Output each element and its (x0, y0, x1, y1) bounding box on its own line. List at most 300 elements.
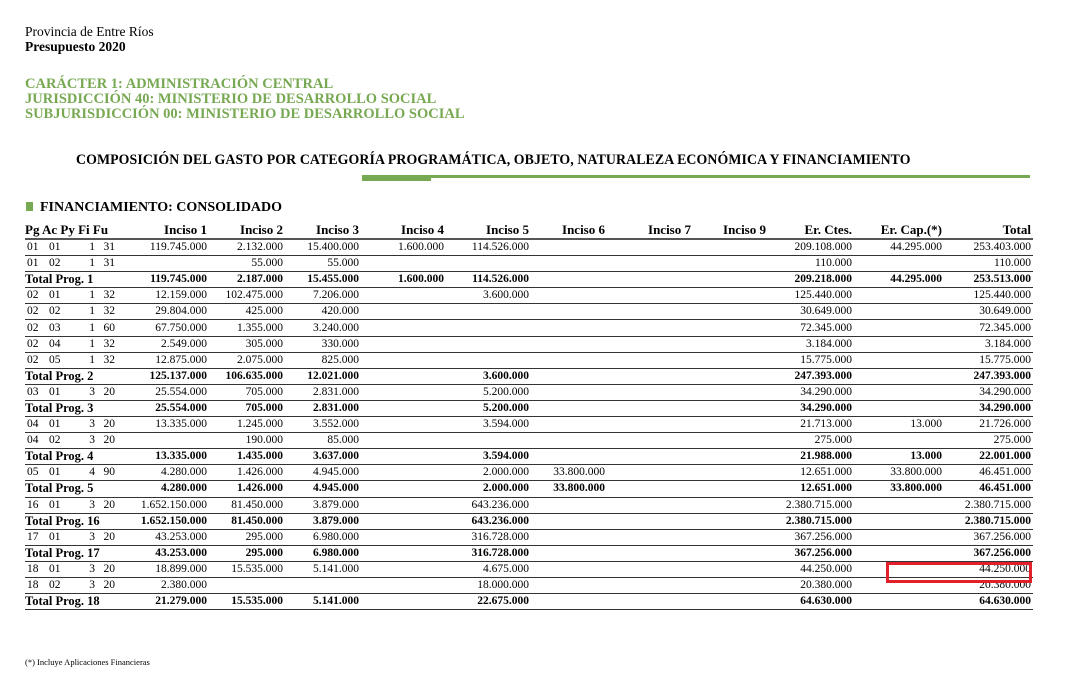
cell-inciso-9 (693, 513, 768, 529)
cell-inciso-9 (693, 239, 768, 256)
code-pg: 17 (27, 530, 39, 543)
cell-total: 64.630.000 (944, 594, 1033, 610)
table-row (25, 465, 1033, 481)
code-pg: 02 (27, 321, 39, 334)
footnote: (*) Incluye Aplicaciones Financieras (25, 657, 150, 667)
cell-inciso-2: 2.075.000 (209, 352, 285, 368)
cell-inciso-4 (361, 449, 446, 465)
code-fi: 1 (89, 241, 95, 254)
cell-er-cap (854, 368, 944, 384)
cell-inciso-7 (607, 256, 693, 272)
column-header: Inciso 1 (133, 222, 209, 239)
cell-inciso-2: 15.535.000 (209, 594, 285, 610)
code-pg: 02 (27, 305, 39, 318)
cell-er-cap: 44.295.000 (854, 239, 944, 256)
cell-inciso-9 (693, 561, 768, 577)
cell-er-ctes: 209.108.000 (768, 239, 854, 256)
cell-inciso-6 (531, 272, 607, 288)
cell-inciso-3: 15.455.000 (285, 272, 361, 288)
total-label: Total Prog. 2 (25, 368, 133, 384)
cell-inciso-1: 43.253.000 (133, 529, 209, 545)
cell-inciso-6 (531, 545, 607, 561)
cell-inciso-6 (531, 288, 607, 304)
cell-inciso-5: 643.236.000 (446, 513, 531, 529)
cell-inciso-1: 21.279.000 (133, 594, 209, 610)
cell-inciso-4 (361, 336, 446, 352)
cell-er-cap (854, 288, 944, 304)
cell-inciso-3: 3.879.000 (285, 497, 361, 513)
cell-inciso-6 (531, 513, 607, 529)
cell-inciso-4 (361, 561, 446, 577)
cell-total: 46.451.000 (944, 481, 1033, 497)
cell-inciso-7 (607, 481, 693, 497)
page-title: COMPOSICIÓN DEL GASTO POR CATEGORÍA PROGRAMÁTICA, OBJETO, NATURALEZA ECONÓMICA Y FINANCIAMIENTO (76, 152, 911, 168)
cell-inciso-1 (133, 256, 209, 272)
cell-inciso-6 (531, 239, 607, 256)
cell-inciso-1: 43.253.000 (133, 545, 209, 561)
code-ac: 02 (49, 579, 61, 592)
cell-inciso-1: 13.335.000 (133, 417, 209, 433)
cell-er-ctes: 64.630.000 (768, 594, 854, 610)
cell-inciso-2: 1.245.000 (209, 417, 285, 433)
code-pg: 05 (27, 466, 39, 479)
cell-inciso-4 (361, 513, 446, 529)
code-ac: 05 (49, 353, 61, 366)
code-fu: 31 (103, 241, 115, 254)
cell-inciso-7 (607, 594, 693, 610)
cell-inciso-7 (607, 239, 693, 256)
cell-total: 125.440.000 (944, 288, 1033, 304)
cell-inciso-5: 22.675.000 (446, 594, 531, 610)
cell-inciso-5: 3.594.000 (446, 417, 531, 433)
cell-inciso-7 (607, 304, 693, 320)
cell-er-ctes: 21.988.000 (768, 449, 854, 465)
cell-inciso-2: 1.426.000 (209, 465, 285, 481)
cell-inciso-7 (607, 336, 693, 352)
cell-inciso-9 (693, 481, 768, 497)
cell-inciso-1: 119.745.000 (133, 239, 209, 256)
cell-inciso-5: 5.200.000 (446, 384, 531, 400)
cell-inciso-1: 2.549.000 (133, 336, 209, 352)
code-fu: 20 (103, 579, 115, 592)
cell-er-cap: 33.800.000 (854, 481, 944, 497)
column-header: Total (944, 222, 1033, 239)
cell-total: 2.380.715.000 (944, 513, 1033, 529)
program-codes (25, 561, 133, 577)
cell-inciso-4 (361, 577, 446, 593)
cell-er-ctes: 34.290.000 (768, 400, 854, 416)
code-ac: 01 (49, 530, 61, 543)
cell-er-cap (854, 352, 944, 368)
cell-inciso-1: 4.280.000 (133, 465, 209, 481)
cell-er-ctes: 367.256.000 (768, 529, 854, 545)
code-header: Pg Ac Py Fi Fu (25, 222, 133, 239)
cell-inciso-4 (361, 304, 446, 320)
cell-inciso-9 (693, 336, 768, 352)
code-fi: 3 (89, 579, 95, 592)
cell-inciso-3: 15.400.000 (285, 239, 361, 256)
cell-inciso-3: 12.021.000 (285, 368, 361, 384)
cell-inciso-3: 5.141.000 (285, 594, 361, 610)
program-codes (25, 465, 133, 481)
cell-inciso-5 (446, 433, 531, 449)
code-pg: 04 (27, 418, 39, 431)
budget-table (25, 222, 1033, 610)
cell-inciso-7 (607, 400, 693, 416)
cell-total: 30.649.000 (944, 304, 1033, 320)
cell-inciso-4 (361, 433, 446, 449)
table-row (25, 256, 1033, 272)
cell-inciso-1: 4.280.000 (133, 481, 209, 497)
table-row (25, 417, 1033, 433)
cell-inciso-9 (693, 529, 768, 545)
cell-er-ctes: 125.440.000 (768, 288, 854, 304)
cell-inciso-3: 6.980.000 (285, 545, 361, 561)
cell-inciso-1: 1.652.150.000 (133, 513, 209, 529)
cell-total: 34.290.000 (944, 400, 1033, 416)
cell-er-cap (854, 384, 944, 400)
cell-inciso-4 (361, 594, 446, 610)
cell-inciso-2: 81.450.000 (209, 497, 285, 513)
cell-total: 110.000 (944, 256, 1033, 272)
program-codes (25, 288, 133, 304)
cell-inciso-4 (361, 545, 446, 561)
cell-inciso-4 (361, 384, 446, 400)
cell-inciso-6 (531, 400, 607, 416)
cell-inciso-6 (531, 336, 607, 352)
cell-inciso-5: 5.200.000 (446, 400, 531, 416)
column-header: Inciso 6 (531, 222, 607, 239)
code-fi: 3 (89, 385, 95, 398)
code-ac: 01 (49, 289, 61, 302)
code-fu: 20 (103, 385, 115, 398)
column-header: Inciso 7 (607, 222, 693, 239)
code-ac: 02 (49, 257, 61, 270)
cell-inciso-9 (693, 545, 768, 561)
cell-inciso-1: 25.554.000 (133, 400, 209, 416)
cell-total: 34.290.000 (944, 384, 1033, 400)
program-codes (25, 529, 133, 545)
cell-inciso-2: 705.000 (209, 384, 285, 400)
cell-inciso-7 (607, 320, 693, 336)
column-header: Inciso 4 (361, 222, 446, 239)
code-ac: 01 (49, 562, 61, 575)
cell-inciso-7 (607, 465, 693, 481)
cell-total: 247.393.000 (944, 368, 1033, 384)
table-row (25, 497, 1033, 513)
code-pg: 01 (27, 257, 39, 270)
code-fu: 20 (103, 498, 115, 511)
table-row (25, 320, 1033, 336)
cell-inciso-6 (531, 304, 607, 320)
cell-inciso-9 (693, 465, 768, 481)
program-codes (25, 256, 133, 272)
code-pg: 18 (27, 562, 39, 575)
cell-inciso-5: 316.728.000 (446, 545, 531, 561)
cell-er-ctes: 30.649.000 (768, 304, 854, 320)
cell-inciso-1: 1.652.150.000 (133, 497, 209, 513)
cell-inciso-7 (607, 417, 693, 433)
cell-total: 2.380.715.000 (944, 497, 1033, 513)
program-codes (25, 577, 133, 593)
cell-er-cap (854, 513, 944, 529)
cell-er-ctes: 20.380.000 (768, 577, 854, 593)
cell-inciso-1: 29.804.000 (133, 304, 209, 320)
cell-inciso-7 (607, 577, 693, 593)
column-header: Inciso 9 (693, 222, 768, 239)
cell-inciso-5: 316.728.000 (446, 529, 531, 545)
program-codes (25, 304, 133, 320)
code-fi: 3 (89, 434, 95, 447)
cell-inciso-4 (361, 481, 446, 497)
cell-inciso-6 (531, 368, 607, 384)
cell-inciso-5: 643.236.000 (446, 497, 531, 513)
column-header: Inciso 5 (446, 222, 531, 239)
cell-er-ctes: 12.651.000 (768, 465, 854, 481)
cell-inciso-2: 1.355.000 (209, 320, 285, 336)
cell-inciso-9 (693, 400, 768, 416)
table-row (25, 529, 1033, 545)
cell-inciso-3: 55.000 (285, 256, 361, 272)
total-row (25, 272, 1033, 288)
cell-inciso-3: 2.831.000 (285, 384, 361, 400)
program-codes (25, 336, 133, 352)
cell-inciso-9 (693, 288, 768, 304)
cell-inciso-9 (693, 352, 768, 368)
cell-total: 46.451.000 (944, 465, 1033, 481)
code-fu: 20 (103, 530, 115, 543)
cell-inciso-6 (531, 497, 607, 513)
province-name: Provincia de Entre Ríos (25, 24, 154, 39)
cell-inciso-3: 3.240.000 (285, 320, 361, 336)
cell-inciso-6 (531, 384, 607, 400)
column-header: Er. Ctes. (768, 222, 854, 239)
code-fi: 1 (89, 289, 95, 302)
cell-inciso-9 (693, 304, 768, 320)
code-fu: 32 (103, 353, 115, 366)
cell-er-cap (854, 545, 944, 561)
code-fi: 1 (89, 337, 95, 350)
code-fi: 1 (89, 257, 95, 270)
cell-inciso-4 (361, 465, 446, 481)
cell-inciso-2: 81.450.000 (209, 513, 285, 529)
cell-inciso-9 (693, 433, 768, 449)
code-fu: 60 (103, 321, 115, 334)
cell-inciso-2 (209, 577, 285, 593)
cell-inciso-3: 825.000 (285, 352, 361, 368)
cell-total: 22.001.000 (944, 449, 1033, 465)
code-pg: 04 (27, 434, 39, 447)
cell-er-cap (854, 256, 944, 272)
cell-inciso-9 (693, 449, 768, 465)
total-label: Total Prog. 1 (25, 272, 133, 288)
code-ac: 01 (49, 385, 61, 398)
cell-inciso-6 (531, 352, 607, 368)
total-row (25, 481, 1033, 497)
table-row (25, 336, 1033, 352)
cell-inciso-6 (531, 529, 607, 545)
cell-er-cap (854, 320, 944, 336)
financing-heading (26, 200, 282, 216)
cell-er-cap (854, 304, 944, 320)
code-fi: 1 (89, 305, 95, 318)
jurisdiccion-line: JURISDICCIÓN 40: MINISTERIO DE DESARROLLO SOCIAL (25, 91, 437, 107)
cell-inciso-7 (607, 497, 693, 513)
code-fi: 4 (89, 466, 95, 479)
cell-inciso-4 (361, 368, 446, 384)
cell-inciso-9 (693, 497, 768, 513)
cell-inciso-5 (446, 352, 531, 368)
column-header: Er. Cap.(*) (854, 222, 944, 239)
code-ac: 01 (49, 241, 61, 254)
table-row (25, 561, 1033, 577)
cell-inciso-2: 106.635.000 (209, 368, 285, 384)
cell-er-ctes: 15.775.000 (768, 352, 854, 368)
cell-inciso-3: 330.000 (285, 336, 361, 352)
cell-inciso-5 (446, 336, 531, 352)
program-codes (25, 320, 133, 336)
program-codes (25, 433, 133, 449)
cell-er-cap (854, 497, 944, 513)
cell-inciso-2: 1.426.000 (209, 481, 285, 497)
code-pg: 16 (27, 498, 39, 511)
cell-inciso-4 (361, 400, 446, 416)
code-ac: 04 (49, 337, 61, 350)
cell-inciso-4: 1.600.000 (361, 239, 446, 256)
cell-total: 253.513.000 (944, 272, 1033, 288)
classification-block (25, 77, 465, 122)
cell-inciso-6: 33.800.000 (531, 481, 607, 497)
cell-inciso-1: 13.335.000 (133, 449, 209, 465)
code-pg: 03 (27, 385, 39, 398)
cell-inciso-2: 2.132.000 (209, 239, 285, 256)
cell-inciso-1: 12.875.000 (133, 352, 209, 368)
cell-inciso-2: 190.000 (209, 433, 285, 449)
column-header: Inciso 2 (209, 222, 285, 239)
total-row (25, 594, 1033, 610)
cell-total: 3.184.000 (944, 336, 1033, 352)
code-fu: 20 (103, 434, 115, 447)
cell-er-ctes: 209.218.000 (768, 272, 854, 288)
total-label: Total Prog. 18 (25, 594, 133, 610)
cell-inciso-7 (607, 529, 693, 545)
cell-total: 253.403.000 (944, 239, 1033, 256)
financing-heading-label: FINANCIAMIENTO: CONSOLIDADO (40, 200, 283, 215)
code-ac: 01 (49, 466, 61, 479)
cell-inciso-5: 114.526.000 (446, 272, 531, 288)
cell-er-ctes: 247.393.000 (768, 368, 854, 384)
table-row (25, 577, 1033, 593)
cell-inciso-4 (361, 320, 446, 336)
cell-inciso-2: 295.000 (209, 545, 285, 561)
cell-inciso-3: 2.831.000 (285, 400, 361, 416)
cell-inciso-1: 67.750.000 (133, 320, 209, 336)
total-label: Total Prog. 3 (25, 400, 133, 416)
cell-total: 275.000 (944, 433, 1033, 449)
table-row (25, 384, 1033, 400)
table-row (25, 352, 1033, 368)
cell-inciso-5 (446, 320, 531, 336)
cell-inciso-2: 102.475.000 (209, 288, 285, 304)
code-fi: 1 (89, 321, 95, 334)
code-fu: 32 (103, 305, 115, 318)
cell-inciso-7 (607, 449, 693, 465)
cell-inciso-5: 3.594.000 (446, 449, 531, 465)
cell-inciso-6 (531, 594, 607, 610)
cell-inciso-5: 114.526.000 (446, 239, 531, 256)
cell-inciso-7 (607, 288, 693, 304)
cell-inciso-6 (531, 433, 607, 449)
cell-total: 44.250.000 (944, 561, 1033, 577)
cell-inciso-6: 33.800.000 (531, 465, 607, 481)
cell-er-ctes: 2.380.715.000 (768, 497, 854, 513)
total-row (25, 545, 1033, 561)
cell-er-cap (854, 336, 944, 352)
cell-inciso-1: 12.159.000 (133, 288, 209, 304)
cell-total: 20.380.000 (944, 577, 1033, 593)
cell-inciso-3: 4.945.000 (285, 481, 361, 497)
cell-inciso-1: 119.745.000 (133, 272, 209, 288)
code-ac: 01 (49, 498, 61, 511)
code-fu: 20 (103, 418, 115, 431)
cell-er-cap (854, 577, 944, 593)
cell-total: 72.345.000 (944, 320, 1033, 336)
code-ac: 01 (49, 418, 61, 431)
cell-er-ctes: 110.000 (768, 256, 854, 272)
cell-inciso-9 (693, 320, 768, 336)
cell-inciso-5: 2.000.000 (446, 481, 531, 497)
code-fu: 32 (103, 289, 115, 302)
square-bullet-icon (26, 202, 33, 211)
cell-inciso-1 (133, 433, 209, 449)
code-fu: 32 (103, 337, 115, 350)
cell-inciso-9 (693, 417, 768, 433)
cell-total: 15.775.000 (944, 352, 1033, 368)
title-underline (362, 175, 1030, 178)
cell-inciso-7 (607, 272, 693, 288)
cell-er-cap: 13.000 (854, 417, 944, 433)
subjurisdiccion-line: SUBJURISDICCIÓN 00: MINISTERIO DE DESARROLLO SOCIAL (25, 106, 465, 122)
code-fi: 3 (89, 530, 95, 543)
cell-er-cap: 13.000 (854, 449, 944, 465)
cell-inciso-2: 305.000 (209, 336, 285, 352)
cell-inciso-3: 3.552.000 (285, 417, 361, 433)
cell-inciso-3: 85.000 (285, 433, 361, 449)
cell-inciso-1: 2.380.000 (133, 577, 209, 593)
cell-inciso-5: 2.000.000 (446, 465, 531, 481)
budget-year: Presupuesto 2020 (25, 39, 126, 54)
cell-inciso-3: 5.141.000 (285, 561, 361, 577)
cell-inciso-1: 25.554.000 (133, 384, 209, 400)
column-header: Inciso 3 (285, 222, 361, 239)
cell-er-ctes: 367.256.000 (768, 545, 854, 561)
program-codes (25, 384, 133, 400)
total-row (25, 449, 1033, 465)
cell-inciso-4 (361, 352, 446, 368)
cell-inciso-2: 705.000 (209, 400, 285, 416)
cell-inciso-7 (607, 545, 693, 561)
code-pg: 02 (27, 289, 39, 302)
code-pg: 01 (27, 241, 39, 254)
program-codes (25, 417, 133, 433)
cell-inciso-5: 3.600.000 (446, 288, 531, 304)
cell-er-cap (854, 400, 944, 416)
program-codes (25, 352, 133, 368)
cell-inciso-3: 3.637.000 (285, 449, 361, 465)
cell-er-ctes: 21.713.000 (768, 417, 854, 433)
total-label: Total Prog. 16 (25, 513, 133, 529)
cell-inciso-6 (531, 256, 607, 272)
